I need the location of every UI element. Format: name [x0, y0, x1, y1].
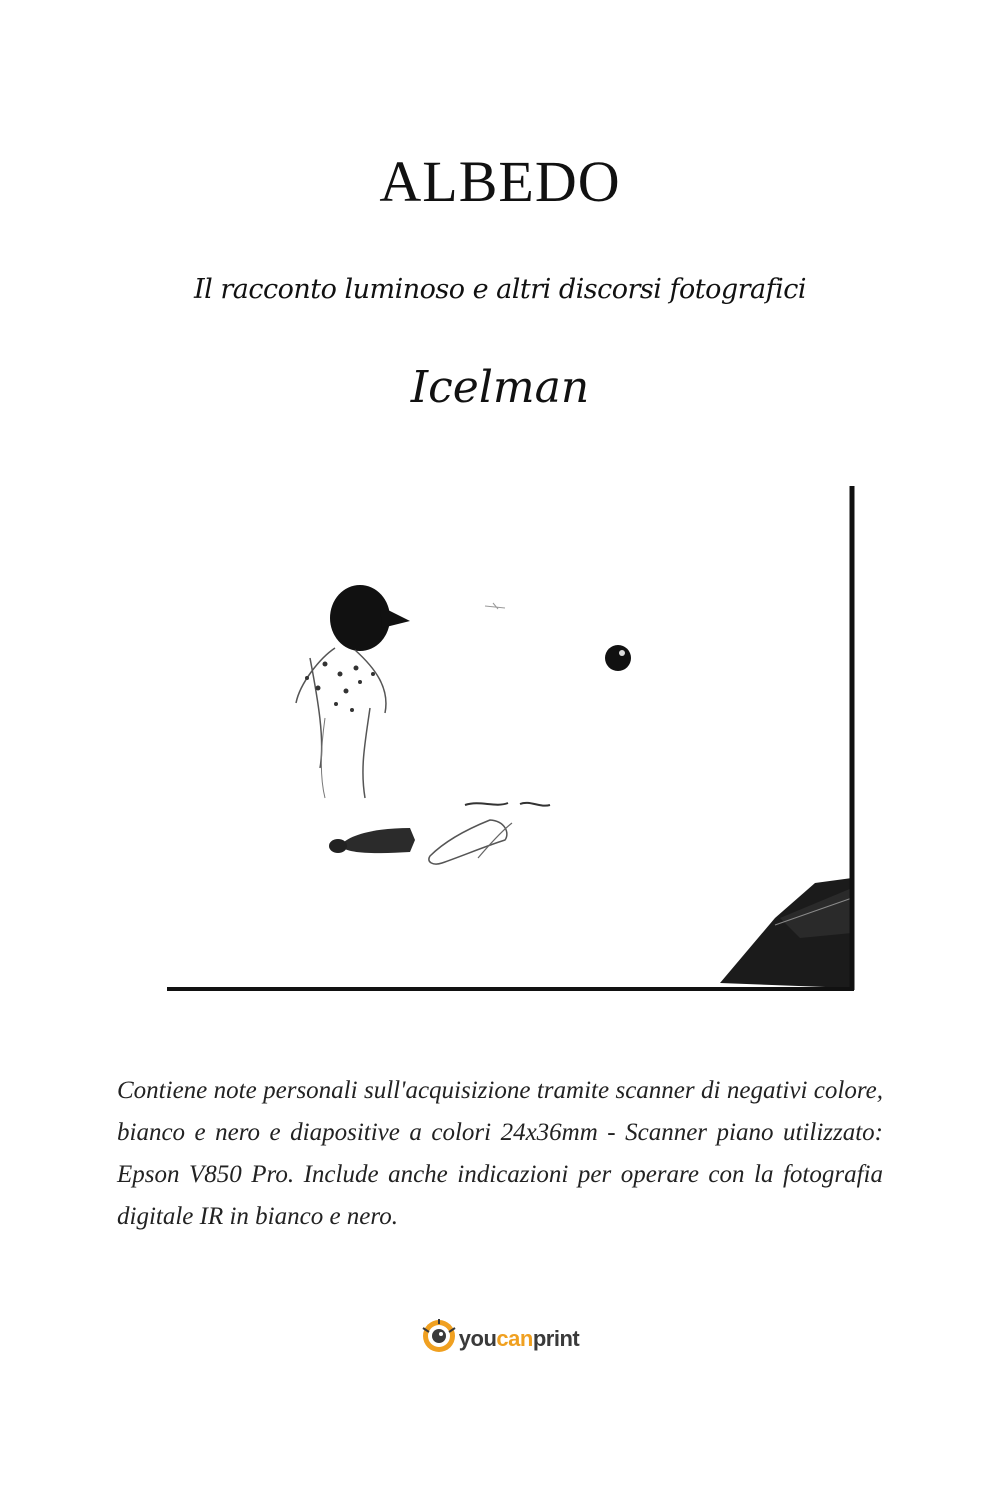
publisher-name — [459, 1326, 579, 1352]
publisher-name-can: can — [496, 1325, 533, 1351]
cover-photograph-svg — [160, 478, 860, 998]
book-subtitle: Il racconto luminoso e altri discorsi fotografici — [194, 274, 806, 305]
ball — [605, 645, 631, 671]
book-title: ALBEDO — [379, 149, 621, 214]
child-cap — [330, 585, 390, 651]
book-author: Icelman — [410, 362, 590, 413]
publisher-name-you: you — [458, 1325, 497, 1351]
publisher-logo — [0, 1318, 1000, 1359]
publisher-name-print: print — [532, 1325, 580, 1351]
eye-logo-icon — [421, 1318, 457, 1359]
cover-photograph — [160, 478, 860, 998]
cover-description: Contiene note personali sull'acquisizione tramite scanner di negativi colore, bianco e nero e diapositive a colori 24x36mm - Scanner piano utilizzato: Epson V850 Pro. Include anche indicazioni per operare con la fotografia digitale IR in bianco e nero. — [117, 1077, 883, 1230]
